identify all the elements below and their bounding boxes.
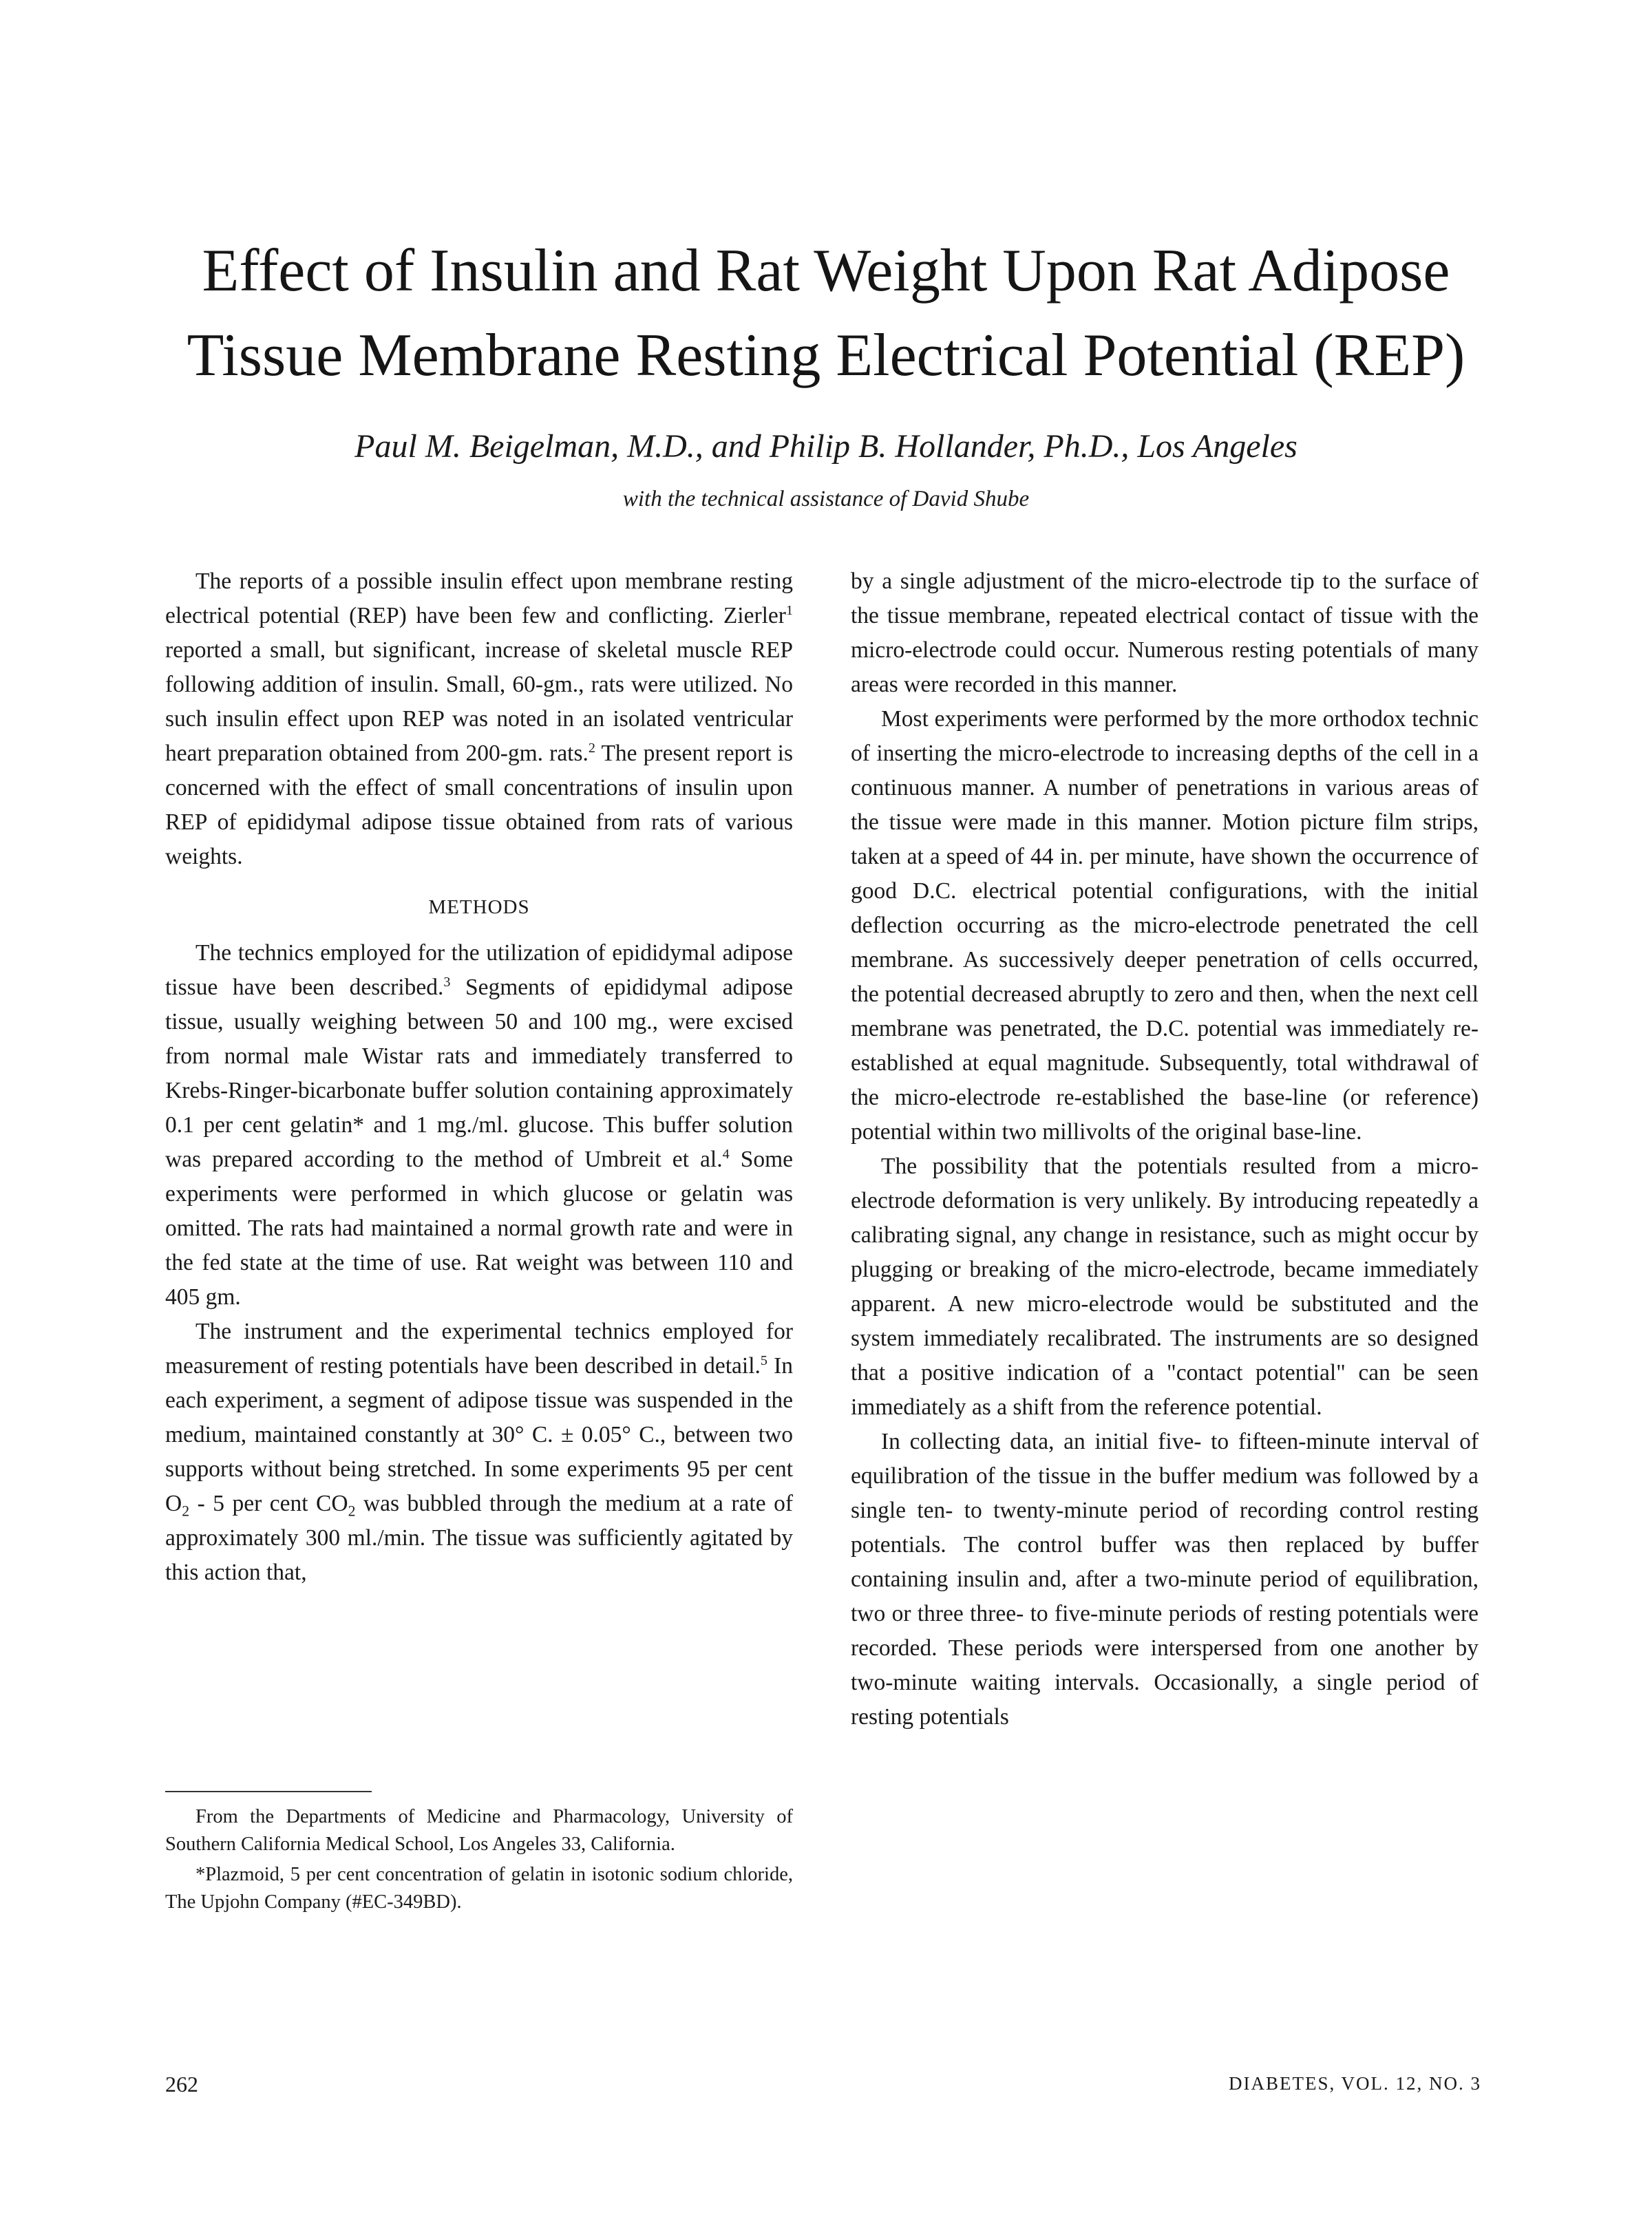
citation-3: 3: [443, 974, 451, 990]
methods-paragraph-1: The technics employed for the utilization of epididymal adipose tissue have been described.$^3$ Segments of epididymal adipose tissue, usually weighing between 50 and 100 mg., were excised from normal male Wistar rats and immediately transferred to Krebs-Ringer-bicarbonate buffer solution containing approximately 0.1 per cent gelatin* and 1 mg./ml. glucose. This buffer solution was prepared according to the method of Umbreit et al.$^4$ Some experiments were performed in which glucose or gelatin was omitted. The rats had maintained a normal growth rate and were in the fed state at the time of use. Rat weight was between 110 and 405 gm.: [165, 940, 794, 1310]
plazmoid-footnote: *Plazmoid, 5 per cent concentration of gelatin in isotonic sodium chloride, The Upjohn Company (#EC-349BD).: [165, 1864, 793, 1913]
citation-1: 1: [785, 602, 793, 618]
citation-2: 2: [588, 740, 595, 756]
right-column: [851, 564, 1479, 1734]
deformation-paragraph: The possibility that the potentials resulted from a micro-electrode deformation is very unlikely. By introducing repeatedly a calibrating signal, any change in resistance, such as might occur by plugging or breaking of the micro-electrode, became immediately apparent. A new micro-electrode would be substituted and the system immediately recalibrated. The instruments are so designed that a positive indication of a "contact potential" can be seen immediately as a shift from the reference potential.: [851, 1154, 1479, 1420]
citation-4: 4: [722, 1146, 730, 1162]
affiliation-footnote: From the Departments of Medicine and Pharmacology, University of Southern California Medical School, Los Angeles 33, California.: [165, 1806, 793, 1855]
technical-assistance-line: with the technical assistance of David Shube: [622, 487, 1030, 511]
intro-paragraph: The reports of a possible insulin effect upon membrane resting electrical potential (REP) have been few and conflicting. Zierler$^1$ reported a small, but significant, increase of skeletal muscle REP following addition of insulin. Small, 60-gm., rats were utilized. No such insulin effect upon REP was noted in an isolated ventricular heart preparation obtained from 200-gm. rats.$^2$ The present report is concerned with the effect of small concentrations of insulin upon REP of epididymal adipose tissue obtained from rats of various weights.: [165, 569, 793, 869]
article-title: [138, 229, 1514, 398]
technic-paragraph: Most experiments were performed by the more orthodox technic of inserting the micro-electrode to increasing depths of the cell in a continuous manner. A number of penetrations in various areas of the tissue were made in this manner. Motion picture film strips, taken at a speed of 44 in. per minute, have shown the occurrence of good D.C. electrical potential configurations, with the initial deflection occurring as the micro-electrode penetrated the cell membrane. As successively deeper penetration of cells occurred, the potential decreased abruptly to zero and then, when the next cell membrane was penetrated, the D.C. potential was immediately re-established at equal magnitude. Subsequently, total withdrawal of the micro-electrode re-established the base-line (or reference) potential within two millivolts of the original base-line.: [851, 706, 1479, 1145]
left-column: [165, 564, 793, 1590]
journal-running-footer: DIABETES, VOL. 12, NO. 3: [1229, 2073, 1481, 2094]
citation-5: 5: [760, 1352, 767, 1368]
title-line-1: Effect of Insulin and Rat Weight Upon Rat Adipose: [202, 237, 1450, 304]
subscript-2: 2: [182, 1502, 190, 1520]
title-line-2: Tissue Membrane Resting Electrical Potential (REP): [187, 322, 1465, 390]
methods-paragraph-2: The instrument and the experimental technics employed for measurement of resting potentials have been described in detail.$^5$ In each experiment, a segment of adipose tissue was suspended in the medium, maintained constantly at 30° C. ± 0.05° C., between two supports without being stretched. In some experiments 95 per cent $O_2 - 5$ per cent $CO_2$ was bubbled through the medium at a rate of approximately 300 ml./min. The tissue was sufficiently agitated by this action that,: [165, 1319, 794, 1585]
data-collection-paragraph: In collecting data, an initial five- to fifteen-minute interval of equilibration of the tissue in the buffer medium was followed by a single ten- to twenty-minute period of recording control resting potentials. The control buffer was then replaced by buffer containing insulin and, after a two-minute period of equilibration, two or three three- to five-minute periods of resting potentials were recorded. These periods were interspersed from one another by two-minute waiting intervals. Occasionally, a single period of resting potentials: [851, 1429, 1479, 1730]
continued-paragraph: by a single adjustment of the micro-electrode tip to the surface of the tissue membrane, repeated electrical contact of tissue with the micro-electrode could occur. Numerous resting potentials of many areas were recorded in this manner.: [851, 569, 1479, 697]
subscript-2: 2: [348, 1502, 356, 1520]
footnote-divider: [165, 1791, 372, 1792]
page-number: 262: [165, 2072, 198, 2096]
author-line: Paul M. Beigelman, M.D., and Philip B. Hollander, Ph.D., Los Angeles: [354, 428, 1298, 465]
methods-heading: METHODS: [428, 896, 530, 918]
footnotes: [165, 1803, 793, 1919]
